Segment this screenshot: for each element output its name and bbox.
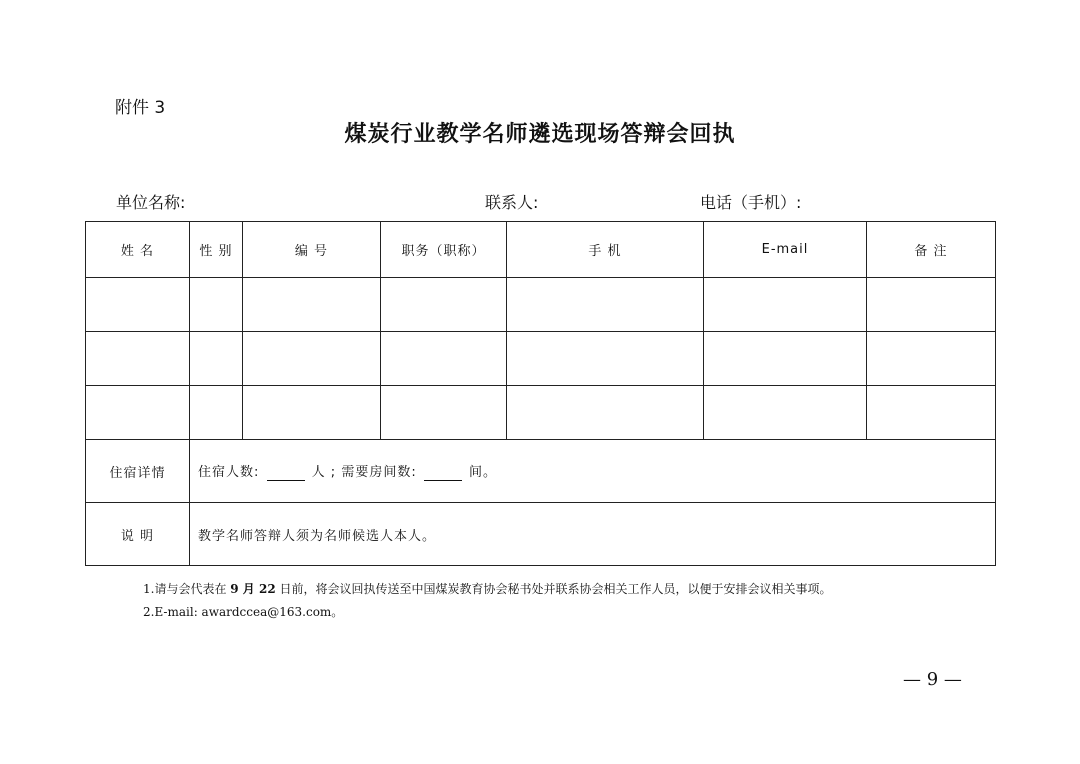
table-row [86, 332, 996, 386]
lodging-count-label: 住宿人数: [198, 465, 260, 480]
table-row [86, 278, 996, 332]
unit-name-label: 单位名称: [116, 193, 186, 212]
page-title: 煤炭行业教学名师遴选现场答辩会回执 [344, 121, 736, 147]
remark-row [86, 503, 996, 566]
footnote-1-suffix: 日前，将会议回执传送至中国煤炭教育协会秘书处并联系协会相关工作人员，以便于安排会议相关事项。 [279, 582, 832, 596]
table-cell[interactable] [381, 386, 507, 440]
remark-label: 说 明 [86, 503, 190, 566]
table-cell[interactable] [704, 278, 867, 332]
table-cell[interactable] [704, 386, 867, 440]
table-cell[interactable] [704, 332, 867, 386]
page-number: — 9 — [903, 669, 962, 690]
table-cell[interactable] [190, 332, 243, 386]
table-cell[interactable] [867, 332, 996, 386]
header-email: E-mail [704, 222, 867, 278]
lodging-rooms-unit: 间。 [468, 465, 497, 480]
table-cell[interactable] [190, 278, 243, 332]
table-row [86, 386, 996, 440]
footnote-1-prefix: 1.请与会代表在 [143, 582, 227, 596]
lodging-row [86, 440, 996, 503]
lodging-rooms-blank[interactable] [424, 465, 462, 481]
table-cell[interactable] [243, 386, 381, 440]
header-number: 编 号 [243, 222, 381, 278]
table-cell[interactable] [867, 386, 996, 440]
table-cell[interactable] [507, 332, 704, 386]
lodging-rooms-label: 人 ; 需要房间数: [311, 465, 417, 480]
table-cell[interactable] [381, 332, 507, 386]
remark-text: 教学名师答辩人须为名师候选人本人。 [190, 503, 996, 566]
table-cell[interactable] [86, 332, 190, 386]
header-remarks: 备 注 [867, 222, 996, 278]
table-cell[interactable] [381, 278, 507, 332]
lodging-details [190, 440, 996, 503]
footnote-2: 2.E-mail: awardccea@163.com。 [143, 605, 344, 619]
table-cell[interactable] [867, 278, 996, 332]
header-name: 姓 名 [86, 222, 190, 278]
table-header-row [86, 222, 996, 278]
contact-person-label: 联系人: [485, 193, 539, 212]
table-cell[interactable] [190, 386, 243, 440]
footnote-1 [143, 578, 832, 601]
footnote-1-date: 9 月 22 [230, 582, 276, 596]
header-mobile: 手 机 [507, 222, 704, 278]
table-cell[interactable] [507, 386, 704, 440]
header-gender: 性 别 [190, 222, 243, 278]
table-cell[interactable] [86, 278, 190, 332]
attachment-label: 附件 3 [115, 98, 166, 118]
lodging-count-blank[interactable] [267, 465, 305, 481]
phone-label: 电话（手机）: [700, 193, 802, 212]
table-cell[interactable] [243, 278, 381, 332]
lodging-label: 住宿详情 [86, 440, 190, 503]
header-position: 职务（职称） [381, 222, 507, 278]
table-cell[interactable] [507, 278, 704, 332]
table-cell[interactable] [243, 332, 381, 386]
reply-form-table [85, 221, 996, 566]
footnotes [143, 578, 832, 624]
table-cell[interactable] [86, 386, 190, 440]
